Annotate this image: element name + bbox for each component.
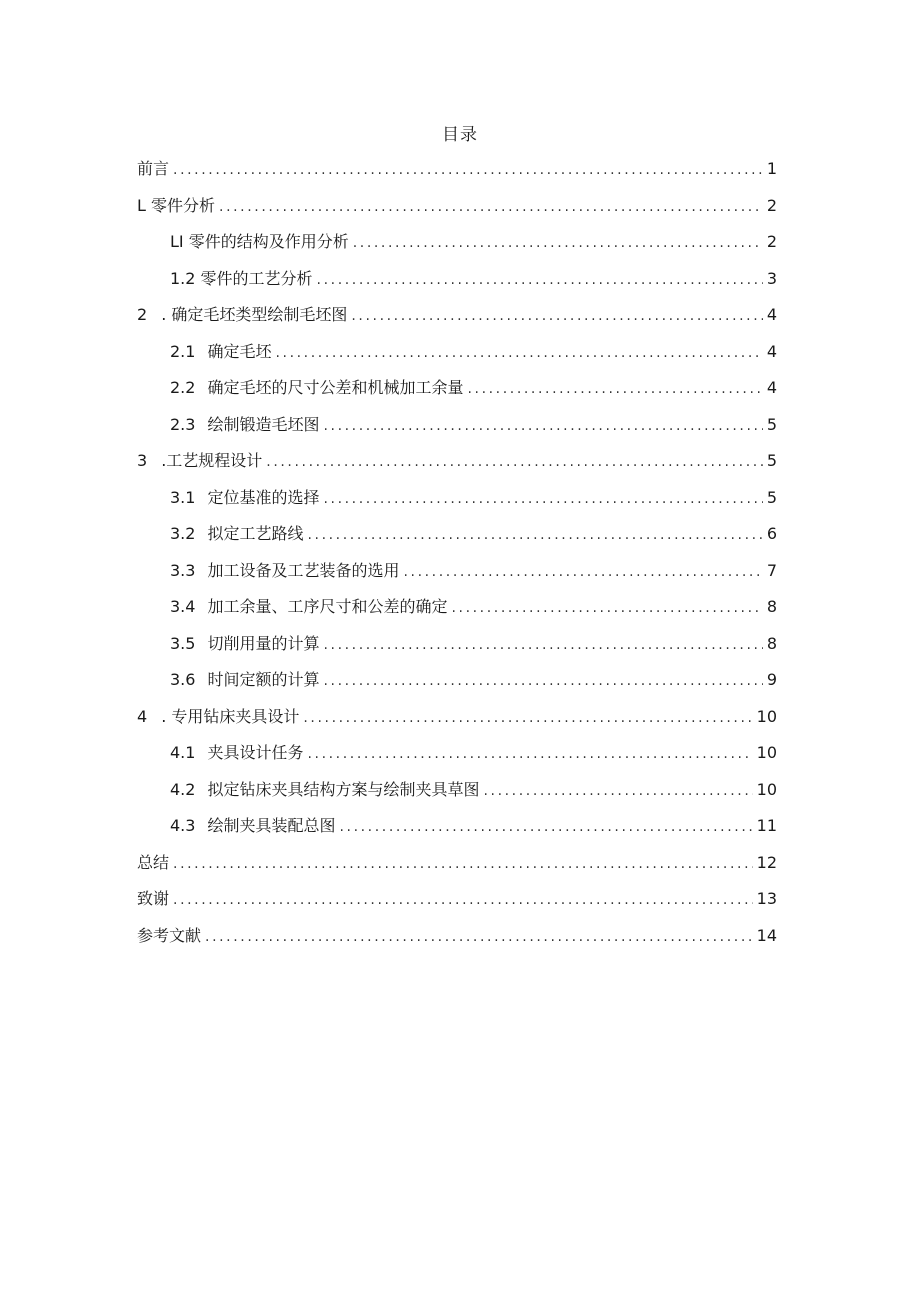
toc-entry-title: 切削用量的计算 [207,633,320,653]
toc-entry[interactable] [137,808,777,845]
toc-entry[interactable] [137,151,777,188]
toc-entry-title: 定位基准的选择 [207,487,320,507]
toc-title: 目录 [442,125,478,145]
toc-entry-title: 绘制夹具装配总图 [207,816,336,835]
toc-entry-number: 2.3 [170,414,196,434]
toc-entry-number: 4.1 [170,743,196,762]
toc-entry-number: 2.1 [170,341,196,361]
toc-entry-title: 拟定钻床夹具结构方案与绘制夹具草图 [207,779,480,799]
toc-entry-page-number: 2 [766,232,777,251]
toc-dot-leader [266,444,763,481]
toc-entry-page-number: 10 [756,706,777,726]
toc-dot-leader [307,517,762,554]
toc-entry-title: 前言 [137,159,170,178]
toc-dot-leader [317,262,763,299]
toc-entry-page-number: 6 [766,524,777,543]
toc-entry-page-number: 1 [766,159,777,178]
toc-dot-leader [467,371,762,408]
table-of-contents [137,151,777,954]
toc-entry-page-number: 9 [766,670,777,689]
toc-entry[interactable] [137,626,777,663]
toc-dot-leader [173,152,763,189]
toc-entry[interactable] [137,443,777,480]
toc-entry-page-number: 5 [766,487,777,507]
toc-entry[interactable] [137,662,777,699]
toc-dot-leader [323,408,762,445]
toc-entry[interactable] [137,845,777,882]
toc-entry[interactable] [137,735,777,772]
toc-entry-number: 2 [137,305,148,324]
toc-dot-leader [403,554,762,591]
toc-entry-title: 确定毛坯 [207,341,272,361]
toc-entry-number: 3.6 [170,670,196,689]
toc-entry-number: 4.2 [170,779,196,799]
toc-entry-page-number: 4 [766,378,777,397]
toc-dot-leader [205,919,753,956]
toc-entry-title: L 零件分析 [137,195,216,215]
toc-entry-title: . 确定毛坯类型绘制毛坯图 [161,305,348,324]
toc-entry-page-number: 2 [766,195,777,215]
toc-entry-page-number: 5 [766,451,777,470]
toc-entry-page-number: 10 [756,779,777,799]
toc-entry-number: 3.2 [170,524,196,543]
toc-entry-page-number: 12 [756,852,777,872]
toc-entry[interactable] [137,881,777,918]
toc-entry[interactable] [137,334,777,371]
toc-entry-number: 3.3 [170,560,196,580]
toc-dot-leader [303,700,752,737]
toc-entry[interactable] [137,589,777,626]
toc-entry[interactable] [137,480,777,517]
toc-entry-page-number: 14 [756,925,777,945]
toc-dot-leader [219,189,763,226]
toc-entry[interactable] [137,261,777,298]
toc-entry-page-number: 11 [756,816,777,835]
toc-entry[interactable] [137,699,777,736]
toc-dot-leader [173,882,753,919]
toc-dot-leader [339,809,752,846]
toc-entry-page-number: 10 [756,743,777,762]
toc-entry-number: 4 [137,706,148,726]
toc-entry-number: 4.3 [170,816,196,835]
toc-entry-title: .工艺规程设计 [161,451,263,470]
toc-dot-leader [307,736,752,773]
toc-entry[interactable] [137,407,777,444]
toc-dot-leader [275,335,762,372]
toc-dot-leader [323,627,762,664]
toc-entry-title: 参考文献 [137,925,202,945]
toc-dot-leader [483,773,752,810]
toc-entry[interactable] [137,224,777,261]
toc-dot-leader [451,590,762,627]
toc-dot-leader [353,225,763,262]
toc-entry-page-number: 13 [756,889,777,908]
toc-entry-title: 加工设备及工艺装备的选用 [207,560,400,580]
toc-entry-page-number: 4 [766,305,777,324]
toc-dot-leader [323,481,762,518]
toc-entry-title: 拟定工艺路线 [207,524,304,543]
toc-entry-title: 确定毛坯的尺寸公差和机械加工余量 [207,378,464,397]
toc-entry-title: 时间定额的计算 [207,670,320,689]
toc-entry-page-number: 4 [766,341,777,361]
toc-entry[interactable] [137,772,777,809]
toc-entry-title: 1.2 零件的工艺分析 [170,268,313,288]
toc-entry-title: 加工余量、工序尺寸和公差的确定 [207,597,448,616]
toc-entry-number: 3 [137,451,148,470]
toc-entry-title: 绘制锻造毛坯图 [207,414,320,434]
toc-dot-leader [323,663,762,700]
toc-entry-number: 3.4 [170,597,196,616]
toc-entry[interactable] [137,188,777,225]
toc-entry-page-number: 3 [766,268,777,288]
toc-dot-leader [351,298,762,335]
toc-entry-number: 3.1 [170,487,196,507]
toc-entry-number: 2.2 [170,378,196,397]
toc-entry-page-number: 5 [766,414,777,434]
toc-entry[interactable] [137,516,777,553]
toc-entry-title: LI 零件的结构及作用分析 [170,232,349,251]
toc-dot-leader [173,846,753,883]
toc-entry-page-number: 7 [766,560,777,580]
toc-entry-title: . 专用钻床夹具设计 [161,706,300,726]
toc-entry-number: 3.5 [170,633,196,653]
toc-entry-page-number: 8 [766,633,777,653]
toc-entry-title: 夹具设计任务 [207,743,304,762]
toc-entry[interactable] [137,297,777,334]
toc-entry[interactable] [137,370,777,407]
toc-entry-title: 总结 [137,852,170,872]
toc-entry-title: 致谢 [137,889,170,908]
toc-entry-page-number: 8 [766,597,777,616]
toc-entry[interactable] [137,918,777,955]
toc-entry[interactable] [137,553,777,590]
